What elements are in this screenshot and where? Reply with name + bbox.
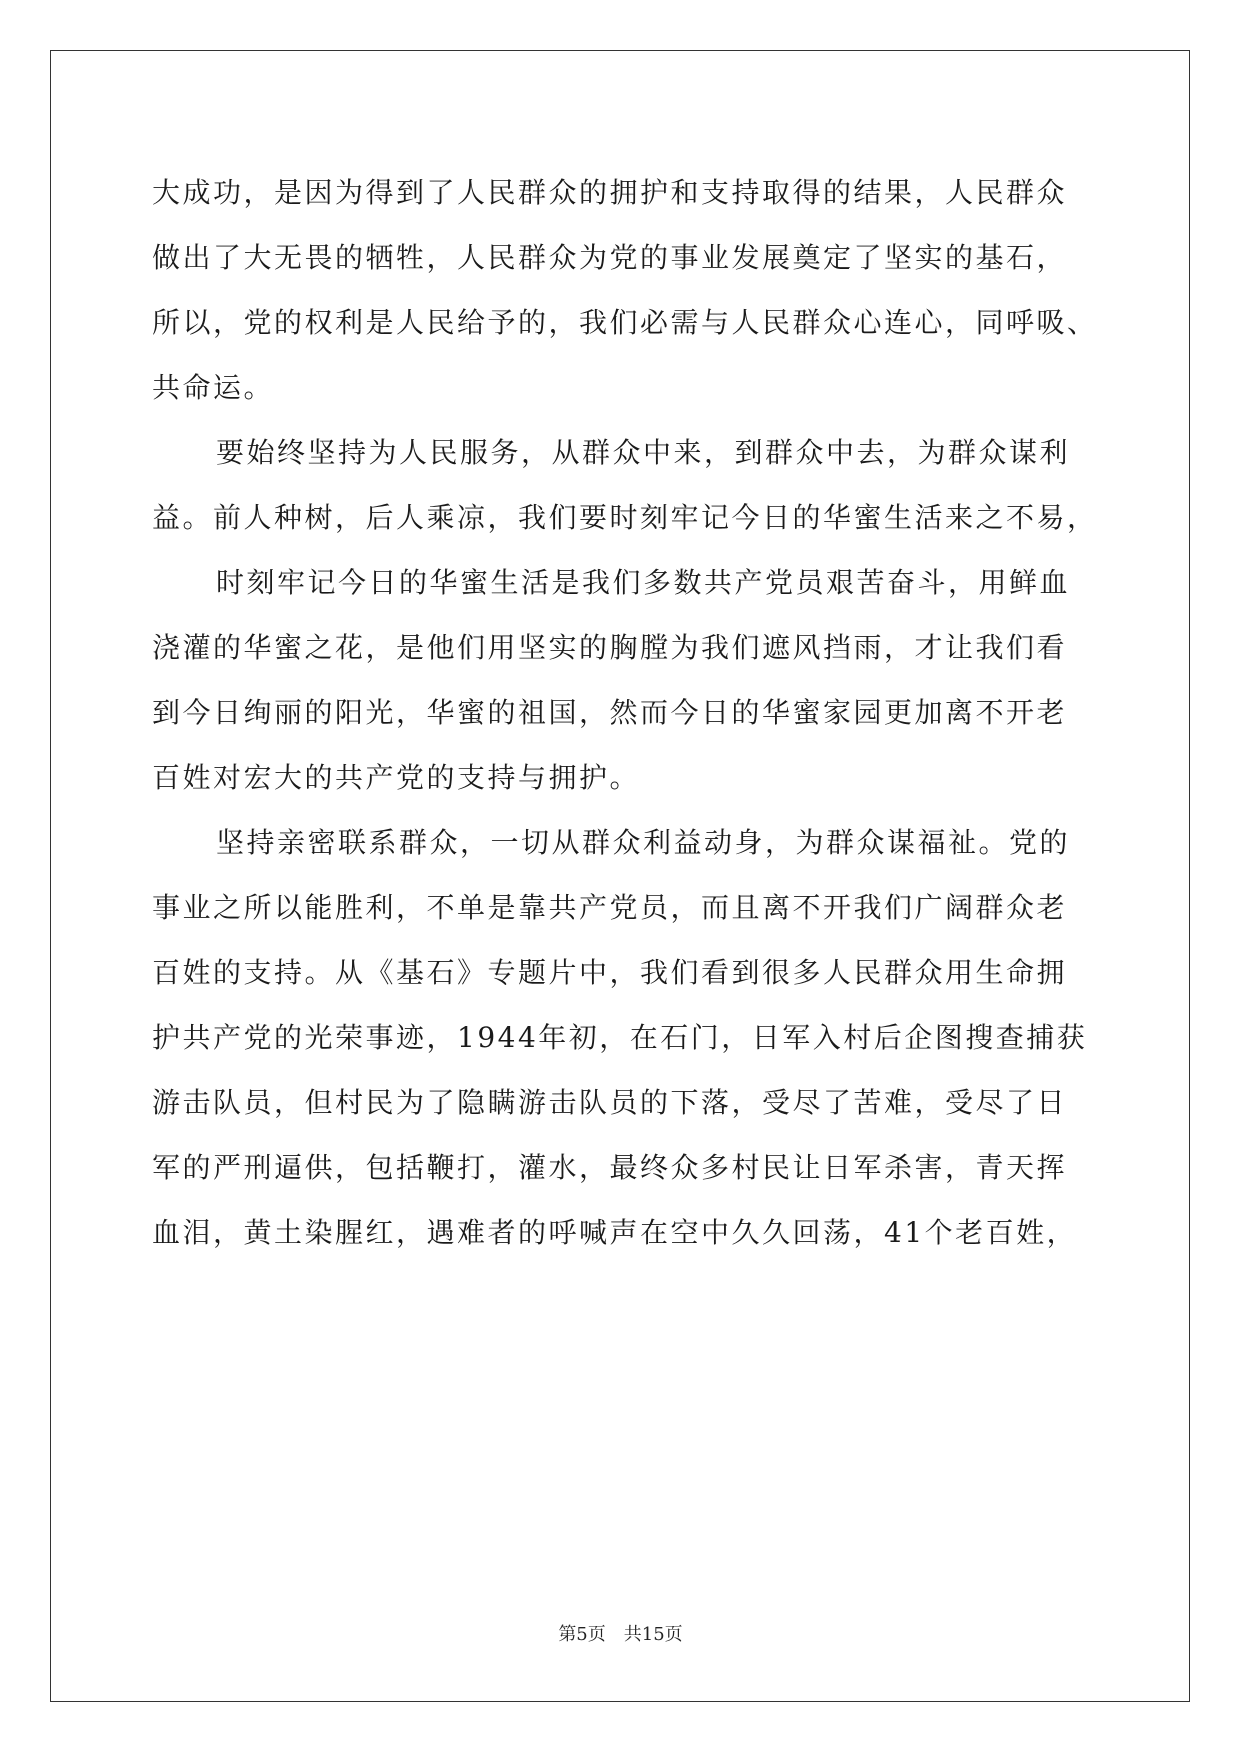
page-number: 第5页 <box>558 1624 606 1645</box>
text-line: 共命运。 <box>152 371 275 404</box>
text-line: 百姓对宏大的共产党的支持与拥护。 <box>152 761 641 794</box>
text-line: 护共产党的光荣事迹，1944年初，在石门，日军入村后企图搜查捕获 <box>152 1021 1088 1054</box>
paragraph-start-line: 时刻牢记今日的华蜜生活是我们多数共产党员艰苦奋斗，用鲜血 <box>216 566 1071 599</box>
text-line: 军的严刑逼供，包括鞭打，灌水，最终众多村民让日军杀害，青天挥 <box>152 1151 1068 1184</box>
text-line: 浇灌的华蜜之花，是他们用坚实的胸膛为我们遮风挡雨，才让我们看 <box>152 631 1068 664</box>
text-line: 益。前人种树，后人乘凉，我们要时刻牢记今日的华蜜生活来之不易， <box>152 501 1098 534</box>
total-pages: 共15页 <box>623 1624 683 1645</box>
text-line: 到今日绚丽的阳光，华蜜的祖国，然而今日的华蜜家园更加离不开老 <box>152 696 1068 729</box>
text-line: 百姓的支持。从《基石》专题片中，我们看到很多人民群众用生命拥 <box>152 956 1068 989</box>
text-line: 事业之所以能胜利，不单是靠共产党员，而且离不开我们广阔群众老 <box>152 891 1068 924</box>
paragraph-start-line: 要始终坚持为人民服务，从群众中来，到群众中去，为群众谋利 <box>216 436 1071 469</box>
text-line: 所以，党的权利是人民给予的，我们必需与人民群众心连心，同呼吸、 <box>152 306 1098 339</box>
document-body <box>152 160 1112 1265</box>
paragraph-start-line: 坚持亲密联系群众，一切从群众利益动身，为群众谋福祉。党的 <box>216 826 1071 859</box>
text-line: 血泪，黄土染腥红，遇难者的呼喊声在空中久久回荡，41个老百姓， <box>152 1216 1078 1249</box>
text-line: 游击队员，但村民为了隐瞒游击队员的下落，受尽了苦难，受尽了日 <box>152 1086 1068 1119</box>
page-footer <box>0 1620 1241 1646</box>
text-line: 大成功，是因为得到了人民群众的拥护和支持取得的结果，人民群众 <box>152 176 1068 209</box>
text-line: 做出了大无畏的牺牲，人民群众为党的事业发展奠定了坚实的基石， <box>152 241 1068 274</box>
